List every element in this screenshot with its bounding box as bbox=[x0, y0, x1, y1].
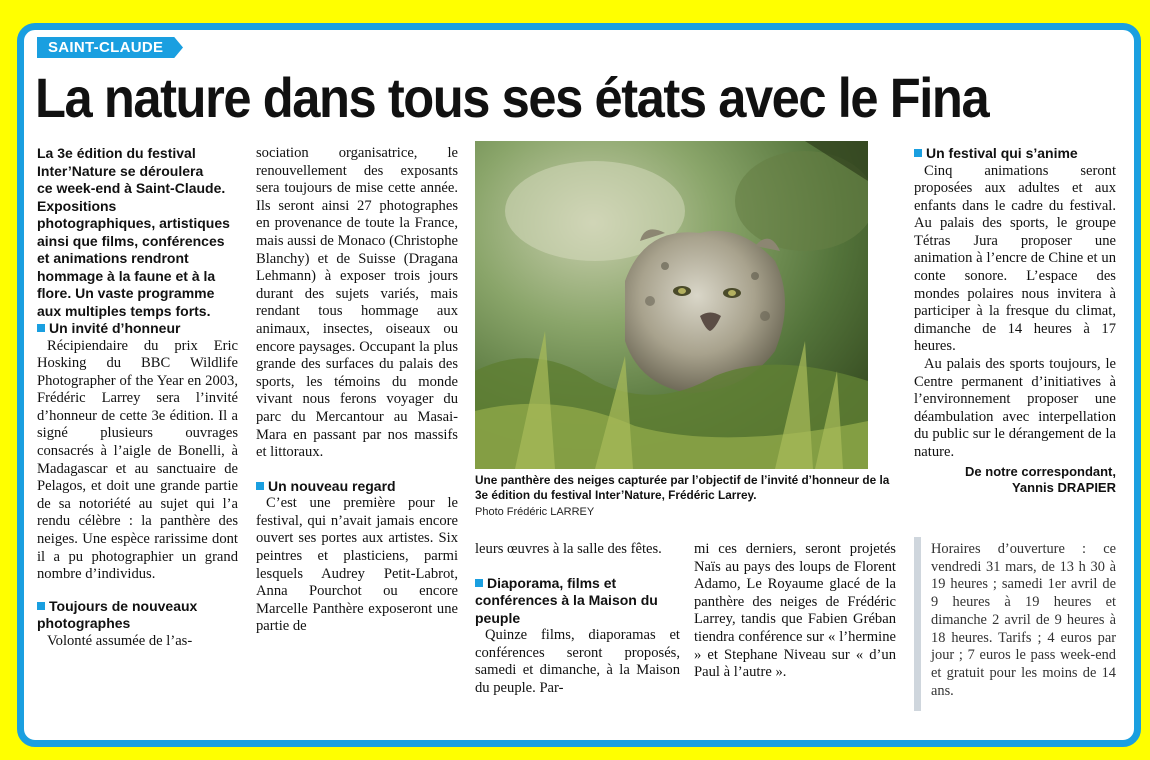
chapo-line-1: La 3e édition du festival bbox=[37, 145, 196, 161]
section-kicker bbox=[37, 37, 183, 58]
subhead-festival-text: Un festival qui s’anime bbox=[926, 145, 1078, 161]
subhead-invite bbox=[37, 320, 238, 338]
body-festival-2: Au palais des sports toujours, le Centre permanent d’initiatives à l’environnement proposer une déambulation avec interpellation du public sur le dérangement de la nature. bbox=[914, 356, 1116, 460]
body-diaporama-cont: mi ces derniers, seront projetés Naïs au pays des loups de Florent Adamo, Le Royaume glacé de la panthère des neiges de Frédéric Larrey, tandis que Fabien Gréban tiendra conférence sur « l’hermine » et Stephane Niveau sur « d’un Paul à l’autre ». bbox=[694, 541, 896, 681]
subhead-regard-text: Un nouveau regard bbox=[268, 477, 396, 494]
headline: La nature dans tous ses états avec le Fina bbox=[35, 66, 989, 129]
bullet-square-icon bbox=[914, 149, 922, 157]
opening-hours-box: Horaires d’ouverture : ce vendredi 31 mars, de 13 h 30 à 19 heures ; samedi 1er avril de 9 heures à 19 heures et dimanche 2 avril de 9 heures à 18 heures. Tarifs ; 4 euros par jour ; 7 euros le pass week-end et gratuit pour les moins de 14 ans. bbox=[914, 537, 1116, 711]
body-festival-1: Cinq animations seront proposées aux adultes et aux enfants dans le cadre du festival. Au palais des sports, le groupe Tétras Jura proposer une animation à l’encre de Chine et un conte sonore. L’espace des mondes polaires nous invitera à participer à la fresque du climat, dimanche de 14 heures à 17 heures. bbox=[914, 162, 1116, 355]
body-diaporama: Quinze films, diaporamas et conférences seront proposés, samedi et dimanche, à la Maison du peuple. Par- bbox=[475, 627, 680, 696]
bullet-square-icon bbox=[37, 602, 45, 610]
signature-line-1: De notre correspondant, bbox=[965, 463, 1116, 479]
bullet-square-icon bbox=[37, 324, 45, 332]
signature-line-2: Yannis DRAPIER bbox=[1011, 480, 1116, 496]
column-2 bbox=[256, 145, 458, 636]
subhead-nouveaux-text: Toujours de nouveaux photographes bbox=[37, 597, 198, 632]
bullet-square-icon bbox=[256, 482, 264, 490]
subhead-regard bbox=[256, 478, 458, 496]
chapo-line-3: ce week-end à Saint-Claude. Expositions photographiques, artistiques ainsi que films, conférences et animations rendront hommage à la faune et à la flore. Un vaste programme aux multiples temps forts. bbox=[37, 180, 230, 319]
subhead-nouveaux bbox=[37, 598, 238, 633]
photo-illustration bbox=[475, 141, 868, 469]
subhead-diaporama bbox=[475, 575, 680, 628]
body-nouveaux-cont: sociation organisatrice, le renouvellement des exposants sera toujours de mise cette année. Ils seront ainsi 27 photographes en provenance de toute la France, mais aussi de Monaco (Christophe Blanchy) et de Suisse (Dragana Lehmann) à exposer trois jours durant des sujets variés, mais rendant tous hommage aux animaux, insectes, oiseaux ou encore paysages. Occupant la plus grande des surfaces du palais des sports, les témoins du monde vivant nous ferons voyager du parc du Mercantour au Masai-Mara en passant par nos massifs et littoraux. bbox=[256, 145, 458, 461]
subhead-festival bbox=[914, 145, 1116, 163]
photo-caption bbox=[475, 473, 895, 520]
caption-text: Une panthère des neiges capturée par l’objectif de l’invité d’honneur de la 3e édition du festival Inter’Nature, Frédéric Larrey. bbox=[475, 473, 890, 503]
subhead-diaporama-text: Diaporama, films et conférences à la Maison du peuple bbox=[475, 574, 658, 626]
column-4 bbox=[694, 541, 896, 682]
chapo bbox=[37, 145, 238, 320]
author-signature bbox=[914, 464, 1116, 497]
column-1 bbox=[37, 145, 238, 650]
bullet-square-icon bbox=[475, 579, 483, 587]
body-regard: C’est une première pour le festival, qui n’avait jamais encore ouvert ses portes aux artistes. Six peintres et plasticiens, parmi lesquels Audrey Petit-Labrot, Anna Pourchot ou encore Marcelle Panthère exposeront une partie de bbox=[256, 495, 458, 635]
column-3 bbox=[475, 541, 680, 697]
column-5 bbox=[914, 145, 1116, 497]
subhead-invite-text: Un invité d’honneur bbox=[49, 320, 181, 336]
photo-credit: Photo Frédéric LARREY bbox=[475, 505, 595, 518]
body-invite: Récipiendaire du prix Eric Hosking du BBC Wildlife Photographer of the Year en 2003, Frédéric Larrey sera l’invité d’honneur de cette 3e édition. Il a signé plusieurs ouvrages consacrés à l’aigle de Bonelli, à Madagascar et au sanctuaire de Pelagos, et doit une grande partie de sa notoriété au sujet qui l’a rendu célèbre : la panthère des neiges. Une espèce rarissime dont il a pu photographier un grand nombre d’individus. bbox=[37, 337, 238, 583]
body-nouveaux-start: Volonté assumée de l’as- bbox=[47, 632, 193, 649]
kicker-label: SAINT-CLAUDE bbox=[48, 39, 164, 56]
chapo-line-2: Inter’Nature se déroulera bbox=[37, 162, 204, 179]
body-regard-cont: leurs œuvres à la salle des fêtes. bbox=[475, 541, 662, 557]
snow-leopard-photo bbox=[475, 141, 868, 469]
